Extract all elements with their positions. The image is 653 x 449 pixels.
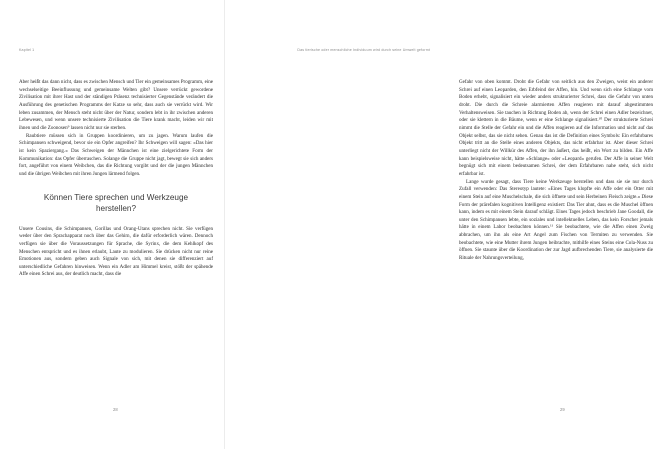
right-page (225, 0, 653, 449)
page-number-right: 29 (560, 407, 565, 412)
paragraph: Aber heißt das dann nicht, dass es zwischen Mensch und Tier ein gemeinsames Programm, eine wechselseitige Beeinflussung und gemeinsame Welten gibt? Unsere verrückt gewordene Zivilisation mit ihrer Hast und der ständigen Präsenz technisierter Gegenstände verändert die Ausführung des genetischen Programms der Katze so sehr, dass auch sie verrückt wird. Wir leben zusammen, der Mensch steht nicht über der Natur, sondern lebt in ihr zwischen anderen Lebewesen, und wenn unsere technisierte Zivilisation die Tiere krank macht, leiden wir mit ihnen und die Zoonosen⁹ lassen nicht nur sie sterben. (19, 79, 213, 131)
paragraph: Gefahr von oben kommt. Droht die Gefahr von seitlich aus den Zweigen, weist ein anderer Schrei auf einen Leoparden, den Erbfeind der Affen, hin. Und wenn sich eine Schlange vom Boden erhebt, signalisiert ein wieder anders strukturierter Schrei, dass die Gefahr von unten droht. Die durch die Schreie alarmierten Affen reagieren mit darauf abgestimmten Verhaltensweisen. Sie tauchen in Richtung Boden ab, wenn der Schrei einen Adler bezeichnet, oder sie klettern in die Bäume, wenn er eine Schlange signalisiert.¹⁰ Der strukturierte Schrei nimmt die Stelle der Gefahr ein und die Affen reagieren auf die Information und nicht auf das Objekt selbst, das sie nicht sehen. Genau das ist die Definition eines Symbols: Ein erfahrbares Objekt tritt an die Stelle eines anderen Objekts, das nicht erfahrbar ist. Aber dieser Schrei unterliegt nicht der Willkür des Affen, der ihn äußert, das heißt, ein Wort zu bilden. Ein Affe kann beispielsweise nicht, hätte »Schlange« oder »Leopard« gerufen. Der Affe in seiner Welt begnügt sich mit einem bedeutsamen Schrei, der dem Erfahrbaren nahe steht, sich nicht erfahrbar ist. (459, 79, 653, 177)
running-head-right: Das tierische oder menschliche Individuum wird durch seine Umwelt geformt (297, 48, 430, 52)
section-heading: Können Tiere sprechen und Werkzeuge herstellen? (43, 192, 189, 213)
right-text-block (459, 79, 653, 263)
paragraph: Raubtiere müssen sich in Gruppen koordinieren, um zu jagen. Warum laufen die Schimpansen schweigend, bevor sie ein Opfer angreifen? Ihr Schweigen will sagen: »Das hier ist kein Spaziergang.« Das Schweigen der Männchen ist eine zielgerichtete Form der Kommunikation: das Opfer überraschen. Solange die Gruppe nicht jagt, bewegt sie sich anders fort, angeführt von einem Weibchen, das die Richtung vorgibt und der die jungen Männchen und die übrigen Weibchen mit ihren Jungen lärmend folgen. (19, 132, 213, 177)
paragraph: Lange wurde gesagt, dass Tiere keine Werkzeuge herstellen und dass sie sie nur durch Zufall verwenden: Das Stereotyp lautete: »Eines Tages klopfte ein Affe oder ein Otter mit einem Stein auf eine Muschelschale, die sich öffnete und sein Herbeinen Fleisch zeigte.« Diese Form der prärefalen kognitiven Intelligenz existiert: Das Tier ahnt, dass es die Muschel öffnen kann, indem es mit einem Stein darauf schlägt. Eines Tages jedoch beschrieb Jane Goodall, die unter den Schimpansen lebte, ein soziales und intellektuelles Leben, das kein Forscher jemals hätte in einem Labor beobachten können.¹¹ Sie beobachtete, wie die Affen einen Zweig abbrachen, um ihn als eine Art Angel zum Fischen von Termiten zu verwenden. Sie beobachtete, wie eine Mutter ihrem Jungen beibrachte, mithilfe eines Steins eine Cola-Nuss zu öffnen. Sie staunte über die Koordination der zur Jagd aufbrechenden Tiere, sie analysierte die Rituale der Nahrungsverteilung, (459, 178, 653, 262)
running-head-left: Kapitel 1 (19, 48, 35, 52)
paragraph: Unsere Cousins, die Schimpansen, Gorillas und Orang-Utans sprechen nicht. Sie verfügen weder über den Sprachapparat noch über das Gehirn, die dafür erforderlich wären. Dennoch verfügen sie über die Voraussetzungen für Sprache, die Syrinx, die dem Kehlkopf des Menschen entspricht und es ihnen erlaubt, Laute zu modulieren. Sie drücken nicht nur reine Emotionen aus, sondern geben auch Signale von sich, mit denen sie differenziert auf unterschiedliche Gefahren hinweisen. Wenn ein Adler am Himmel kreist, stößt der spähende Affe einen Schrei aus, der deutlich macht, dass die (19, 225, 213, 278)
left-page (0, 0, 224, 449)
left-text-block (19, 79, 213, 279)
page-number-left: 28 (113, 407, 118, 412)
